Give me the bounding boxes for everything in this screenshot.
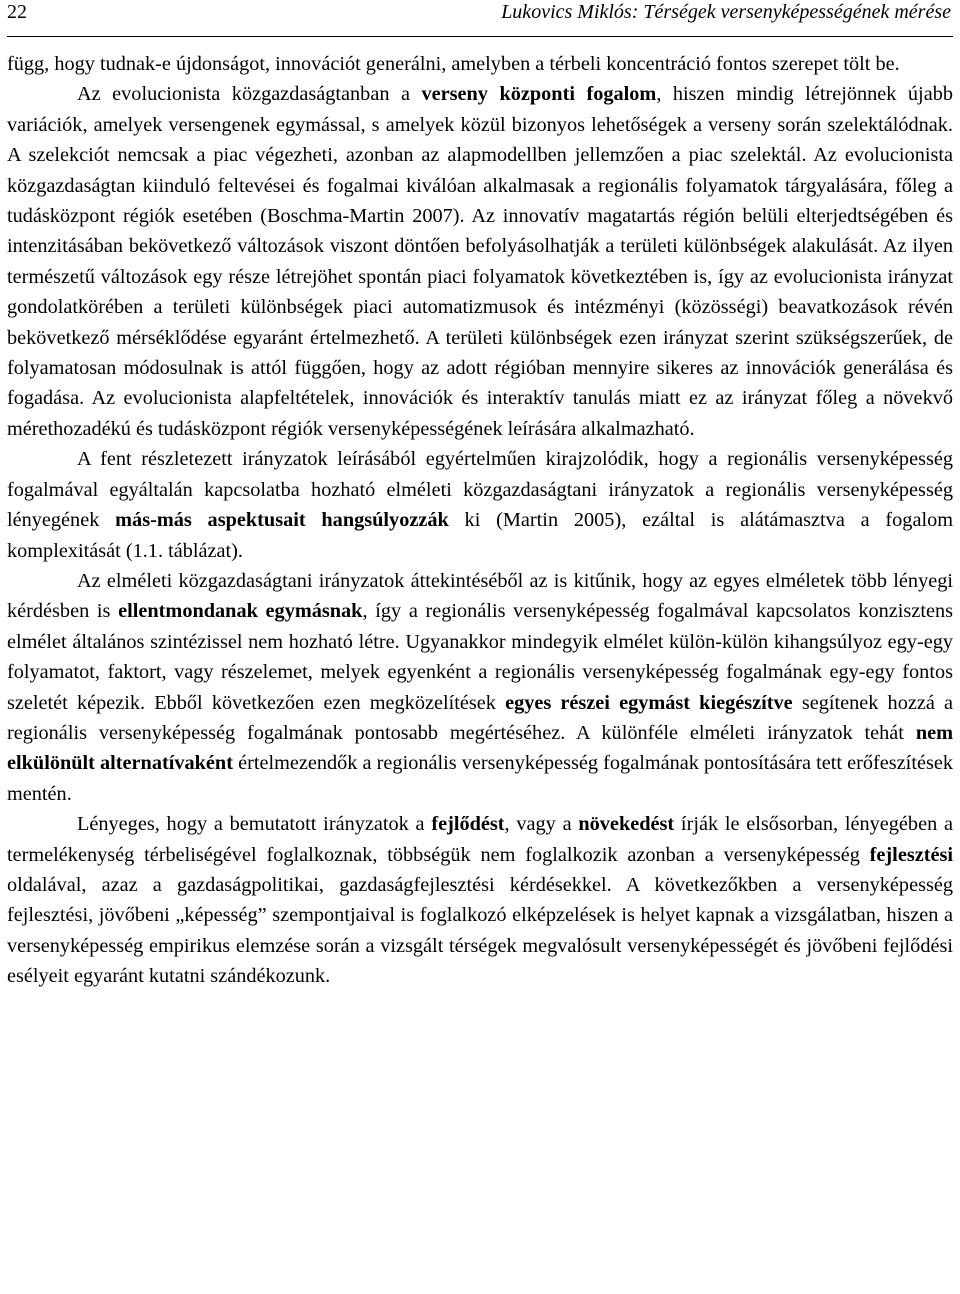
page-header: [7, 0, 953, 37]
bold-text-run: növekedést: [578, 813, 675, 836]
text-run: függ, hogy tudnak-e újdonságot, innovációt generálni, amelyben a térbeli koncentráció fontos szerepet tölt be.: [7, 53, 900, 75]
text-run: Lényeges, hogy a bemutatott irányzatok a: [77, 813, 432, 836]
text-run: ki (Martin 2005), ezáltal is alátámasztva a fogalom komplexitását (1.1. táblázat).: [7, 509, 954, 562]
text-run: , vagy a: [504, 813, 579, 836]
paragraph: [7, 444, 953, 566]
bold-text-run: egyes részei egymást kiegészítve: [505, 691, 793, 714]
bold-text-run: más-más aspektusait hangsúlyozzák: [115, 509, 449, 532]
bold-text-run: nem elkülönült alternatívaként: [7, 721, 953, 775]
paragraph: [7, 566, 953, 809]
bold-text-run: ellentmondanak egymásnak: [118, 600, 363, 623]
text-run: A fent részletezett irányzatok leírásából egyértelműen kirajzolódik, hogy a regionális versenyképesség fogalmával egyáltalán kapcsolatba hozható elméleti közgazdaságtani irányzatok a regionális versenyképesség lényegének: [7, 448, 953, 532]
running-title: Lukovics Miklós: Térségek versenyképességének mérése: [501, 1, 951, 23]
bold-text-run: fejlesztési: [869, 843, 953, 866]
text-run: segítenek hozzá a regionális versenyképesség fogalmának pontosabb megértéséhez. A különféle elméleti irányzatok tehát: [7, 691, 953, 744]
text-run: írják le elsősorban, lényegében a termelékenység térbeliségével foglalkoznak, többségük nem foglalkozik azonban a versenyképesség: [7, 813, 953, 866]
text-run: értelmezendők a regionális versenyképesség fogalmának pontosítására tett erőfeszítések mentén.: [7, 752, 953, 805]
text-run: , így a regionális versenyképesség fogalmával kapcsolatos konzisztens elmélet általános szintézissel nem hozható létre. Ugyanakkor mindegyik elmélet külön-külön kihangsúlyoz egy-egy folyamatot, faktort, vagy részelemet, melyek egyenként a regionális versenyképesség fogalmának egy-egy fontos szeletét képezik. Ebből következően ezen megközelítések: [7, 600, 953, 714]
text-run: Az evolucionista közgazdaságtanban a: [77, 83, 422, 106]
paragraph: [7, 79, 953, 444]
text-run: oldalával, azaz a gazdaságpolitikai, gazdaságfejlesztési kérdésekkel. A következőkben a versenyképesség fejlesztési, jövőbeni „képesség” szempontjaival is foglalkozó elképzelések is helyet kapnak a vizsgálatban, hiszen a versenyképesség empirikus elemzése során a vizsgált térségek megvalósult versenyképességét és jövőbeni fejlődési esélyeit egyaránt kutatni szándékozunk.: [7, 873, 953, 988]
document-page: [7, 0, 953, 992]
bold-text-run: fejlődést: [431, 813, 505, 836]
body-text: [7, 49, 953, 992]
page-number: 22: [7, 1, 27, 23]
paragraph: [7, 49, 953, 79]
text-run: , hiszen mindig létrejönnek újabb variációk, amelyek versengenek egymással, s amelyek közül bizonyos lehetőségek a verseny során szelektálódnak. A szelekciót nemcsak a piac végezheti, azonban az alapmodellben jellemzően a piac szelektál. Az evolucionista közgazdaságtan kiinduló feltevései és fogalmai kiválóan alkalmasak a regionális folyamatok tárgyalására, főleg a tudásközpont régiók esetében (Boschma-Martin 2007). Az innovatív magatartás régión belüli elterjedtségében és intenzitásában bekövetkező változások viszont döntően befolyásolhatják a területi különbségek alakulását. Az ilyen természetű változások egy része létrejöhet spontán piaci folyamatok következtében is, így az evolucionista irányzat gondolatkörében a területi különbségek piaci automatizmusok és intézményi (közösségi) beavatkozások révén bekövetkező mérséklődése egyaránt értelmezhető. A területi különbségek ezen irányzat szerint szükségszerűek, de folyamatosan módosulnak is attól függően, hogy az adott régióban mennyire sikeres az innovációk generálása és fogadása. Az evolucionista alapfeltételek, innovációk és interaktív tanulás miatt ez az irányzat főleg a növekvő mérethozadékú és tudásközpont régiók versenyképességének leírására alkalmazható.: [7, 83, 953, 440]
bold-text-run: verseny központi fogalom: [421, 83, 657, 106]
paragraph: [7, 809, 953, 991]
text-run: Az elméleti közgazdaságtani irányzatok áttekintéséből az is kitűnik, hogy az egyes elméletek több lényegi kérdésben is: [7, 569, 953, 623]
